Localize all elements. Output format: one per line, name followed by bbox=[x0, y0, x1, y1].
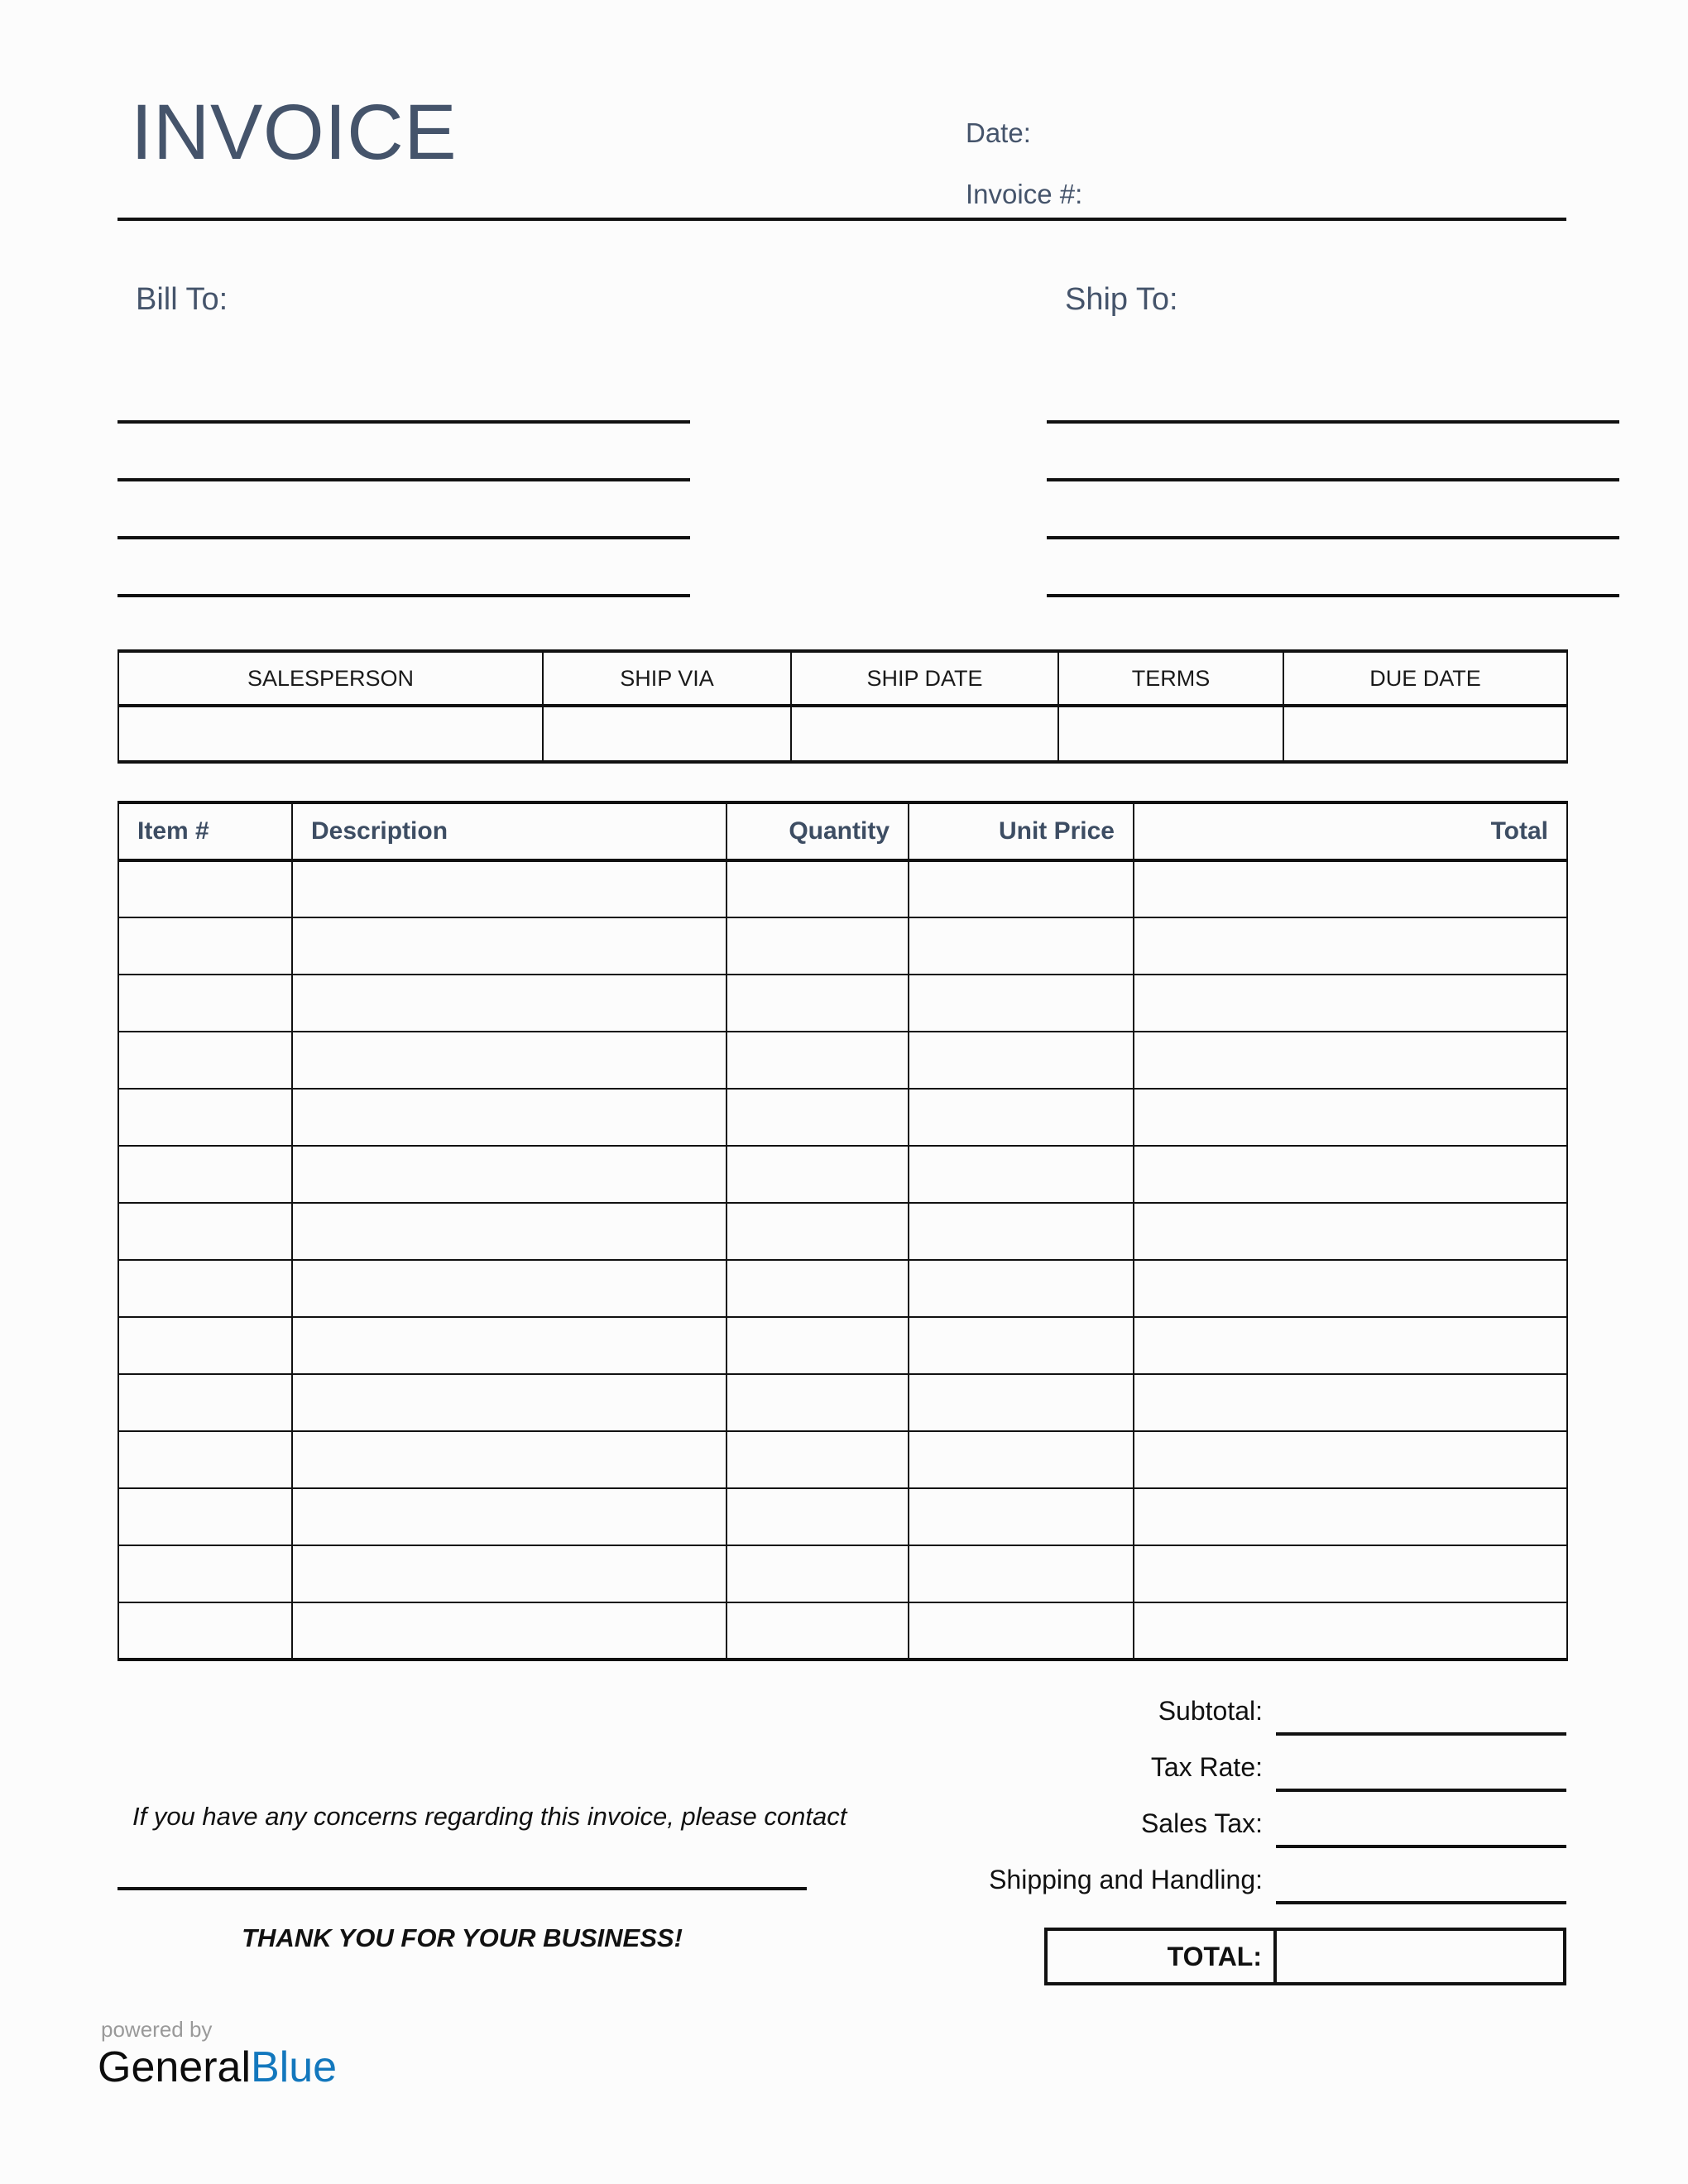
line-items-body bbox=[118, 860, 1567, 1660]
cell-quantity[interactable] bbox=[727, 1431, 909, 1488]
line-items-header-row bbox=[118, 802, 1567, 860]
cell-unit-price[interactable] bbox=[909, 1431, 1134, 1488]
cell-description[interactable] bbox=[292, 1431, 727, 1488]
cell-item-number[interactable] bbox=[118, 1488, 292, 1545]
cell-unit-price[interactable] bbox=[909, 975, 1134, 1032]
cell-total[interactable] bbox=[1134, 917, 1567, 975]
table-row bbox=[118, 706, 1567, 762]
cell-quantity[interactable] bbox=[727, 917, 909, 975]
cell-description[interactable] bbox=[292, 917, 727, 975]
table-row bbox=[118, 1374, 1567, 1431]
cell-unit-price[interactable] bbox=[909, 1032, 1134, 1089]
cell-quantity[interactable] bbox=[727, 1032, 909, 1089]
cell-item-number[interactable] bbox=[118, 917, 292, 975]
tax-rate-value[interactable] bbox=[1276, 1736, 1566, 1792]
table-row bbox=[118, 975, 1567, 1032]
cell-unit-price[interactable] bbox=[909, 917, 1134, 975]
grand-total-value[interactable] bbox=[1277, 1931, 1563, 1982]
cell-description[interactable] bbox=[292, 1317, 727, 1374]
cell-unit-price[interactable] bbox=[909, 1089, 1134, 1146]
cell-total[interactable] bbox=[1134, 1431, 1567, 1488]
ship-to-line-4[interactable] bbox=[1047, 539, 1619, 597]
logo-blue-text: Blue bbox=[251, 2043, 338, 2091]
table-row bbox=[118, 917, 1567, 975]
ship-to-line-2[interactable] bbox=[1047, 424, 1619, 481]
cell-total[interactable] bbox=[1134, 1602, 1567, 1660]
cell-total[interactable] bbox=[1134, 1260, 1567, 1317]
shipping-header-row bbox=[118, 651, 1567, 706]
cell-item-number[interactable] bbox=[118, 1203, 292, 1260]
cell-item-number[interactable] bbox=[118, 1146, 292, 1203]
invoice-header bbox=[117, 89, 1566, 222]
cell-unit-price[interactable] bbox=[909, 1545, 1134, 1602]
cell-quantity[interactable] bbox=[727, 975, 909, 1032]
table-row bbox=[118, 1317, 1567, 1374]
bill-to-line-3[interactable] bbox=[117, 481, 690, 539]
cell-unit-price[interactable] bbox=[909, 860, 1134, 917]
bill-to-line-2[interactable] bbox=[117, 424, 690, 481]
cell-salesperson[interactable] bbox=[118, 706, 543, 762]
invoice-number-label: Invoice #: bbox=[966, 179, 1083, 209]
thank-you-message: THANK YOU FOR YOUR BUSINESS! bbox=[242, 1923, 683, 1952]
cell-ship-date[interactable] bbox=[791, 706, 1058, 762]
cell-due-date[interactable] bbox=[1283, 706, 1567, 762]
column-header-ship-date: SHIP DATE bbox=[791, 651, 1058, 706]
cell-item-number[interactable] bbox=[118, 1260, 292, 1317]
grand-total-box bbox=[1044, 1928, 1566, 1985]
cell-unit-price[interactable] bbox=[909, 1374, 1134, 1431]
totals-row-subtotal bbox=[906, 1679, 1566, 1736]
cell-total[interactable] bbox=[1134, 1317, 1567, 1374]
cell-quantity[interactable] bbox=[727, 1545, 909, 1602]
cell-unit-price[interactable] bbox=[909, 1203, 1134, 1260]
cell-description[interactable] bbox=[292, 1146, 727, 1203]
cell-total[interactable] bbox=[1134, 975, 1567, 1032]
table-row bbox=[118, 1602, 1567, 1660]
cell-quantity[interactable] bbox=[727, 1089, 909, 1146]
shipping-handling-value[interactable] bbox=[1276, 1848, 1566, 1904]
date-label: Date: bbox=[966, 117, 1031, 148]
cell-quantity[interactable] bbox=[727, 1260, 909, 1317]
cell-unit-price[interactable] bbox=[909, 1317, 1134, 1374]
cell-total[interactable] bbox=[1134, 1488, 1567, 1545]
cell-total[interactable] bbox=[1134, 1545, 1567, 1602]
cell-description[interactable] bbox=[292, 860, 727, 917]
generalblue-logo bbox=[98, 2016, 337, 2092]
table-row bbox=[118, 1146, 1567, 1203]
cell-terms[interactable] bbox=[1058, 706, 1283, 762]
bill-to-block bbox=[117, 281, 690, 597]
ship-to-line-3[interactable] bbox=[1047, 481, 1619, 539]
column-header-due-date: DUE DATE bbox=[1283, 651, 1567, 706]
header-fields bbox=[966, 103, 1545, 225]
subtotal-value[interactable] bbox=[1276, 1679, 1566, 1736]
cell-total[interactable] bbox=[1134, 1146, 1567, 1203]
cell-item-number[interactable] bbox=[118, 1545, 292, 1602]
cell-unit-price[interactable] bbox=[909, 1602, 1134, 1660]
cell-total[interactable] bbox=[1134, 1032, 1567, 1089]
cell-total[interactable] bbox=[1134, 1089, 1567, 1146]
cell-description[interactable] bbox=[292, 1032, 727, 1089]
column-header-salesperson: SALESPERSON bbox=[118, 651, 543, 706]
column-header-item-number: Item # bbox=[118, 802, 292, 860]
cell-quantity[interactable] bbox=[727, 1317, 909, 1374]
totals-section bbox=[906, 1679, 1566, 1904]
cell-total[interactable] bbox=[1134, 1203, 1567, 1260]
column-header-description: Description bbox=[292, 802, 727, 860]
column-header-terms: TERMS bbox=[1058, 651, 1283, 706]
header-divider bbox=[117, 218, 1566, 221]
cell-description[interactable] bbox=[292, 1089, 727, 1146]
ship-to-label: Ship To: bbox=[1065, 282, 1178, 317]
cell-quantity[interactable] bbox=[727, 1146, 909, 1203]
column-header-total: Total bbox=[1134, 802, 1567, 860]
powered-by-label: powered by bbox=[101, 2017, 213, 2042]
cell-unit-price[interactable] bbox=[909, 1488, 1134, 1545]
cell-item-number[interactable] bbox=[118, 1602, 292, 1660]
grand-total-label: TOTAL: bbox=[1048, 1931, 1277, 1982]
totals-row-sales-tax bbox=[906, 1792, 1566, 1848]
contact-input-line[interactable] bbox=[117, 1887, 807, 1890]
table-row bbox=[118, 1260, 1567, 1317]
logo-general-text: General bbox=[98, 2043, 251, 2091]
ship-to-line-1[interactable] bbox=[1047, 366, 1619, 424]
bill-to-label: Bill To: bbox=[136, 282, 228, 317]
table-row bbox=[118, 1203, 1567, 1260]
cell-item-number[interactable] bbox=[118, 860, 292, 917]
bill-to-line-1[interactable] bbox=[117, 366, 690, 424]
logo-wordmark bbox=[98, 2043, 337, 2092]
page-title: INVOICE bbox=[131, 89, 458, 176]
cell-item-number[interactable] bbox=[118, 1089, 292, 1146]
cell-description[interactable] bbox=[292, 1374, 727, 1431]
table-row bbox=[118, 1089, 1567, 1146]
cell-description[interactable] bbox=[292, 975, 727, 1032]
bill-to-lines bbox=[117, 366, 690, 597]
totals-row-tax-rate bbox=[906, 1736, 1566, 1792]
shipping-info-table bbox=[117, 649, 1568, 764]
bill-to-line-4[interactable] bbox=[117, 539, 690, 597]
sales-tax-label: Sales Tax: bbox=[1140, 1808, 1263, 1838]
ship-to-block bbox=[1047, 281, 1619, 597]
tax-rate-label: Tax Rate: bbox=[1150, 1752, 1263, 1782]
cell-description[interactable] bbox=[292, 1545, 727, 1602]
table-row bbox=[118, 1545, 1567, 1602]
cell-quantity[interactable] bbox=[727, 1374, 909, 1431]
column-header-quantity: Quantity bbox=[727, 802, 909, 860]
table-row bbox=[118, 1431, 1567, 1488]
cell-description[interactable] bbox=[292, 1260, 727, 1317]
cell-item-number[interactable] bbox=[118, 1032, 292, 1089]
cell-quantity[interactable] bbox=[727, 1203, 909, 1260]
sales-tax-value[interactable] bbox=[1276, 1792, 1566, 1848]
cell-unit-price[interactable] bbox=[909, 1260, 1134, 1317]
cell-description[interactable] bbox=[292, 1602, 727, 1660]
cell-unit-price[interactable] bbox=[909, 1146, 1134, 1203]
table-row bbox=[118, 860, 1567, 917]
cell-item-number[interactable] bbox=[118, 1431, 292, 1488]
table-row bbox=[118, 1488, 1567, 1545]
line-items-table bbox=[117, 801, 1568, 1661]
cell-item-number[interactable] bbox=[118, 975, 292, 1032]
shipping-handling-label: Shipping and Handling: bbox=[989, 1865, 1263, 1894]
contact-note: If you have any concerns regarding this invoice, please contact bbox=[132, 1802, 847, 1831]
cell-description[interactable] bbox=[292, 1488, 727, 1545]
cell-ship-via[interactable] bbox=[543, 706, 791, 762]
cell-item-number[interactable] bbox=[118, 1374, 292, 1431]
totals-row-shipping-handling bbox=[906, 1848, 1566, 1904]
cell-total[interactable] bbox=[1134, 860, 1567, 917]
cell-quantity[interactable] bbox=[727, 860, 909, 917]
ship-to-lines bbox=[1047, 366, 1619, 597]
table-row bbox=[118, 1032, 1567, 1089]
cell-total[interactable] bbox=[1134, 1374, 1567, 1431]
column-header-ship-via: SHIP VIA bbox=[543, 651, 791, 706]
column-header-unit-price: Unit Price bbox=[909, 802, 1134, 860]
cell-quantity[interactable] bbox=[727, 1488, 909, 1545]
cell-item-number[interactable] bbox=[118, 1317, 292, 1374]
cell-description[interactable] bbox=[292, 1203, 727, 1260]
cell-quantity[interactable] bbox=[727, 1602, 909, 1660]
subtotal-label: Subtotal: bbox=[1158, 1696, 1263, 1726]
